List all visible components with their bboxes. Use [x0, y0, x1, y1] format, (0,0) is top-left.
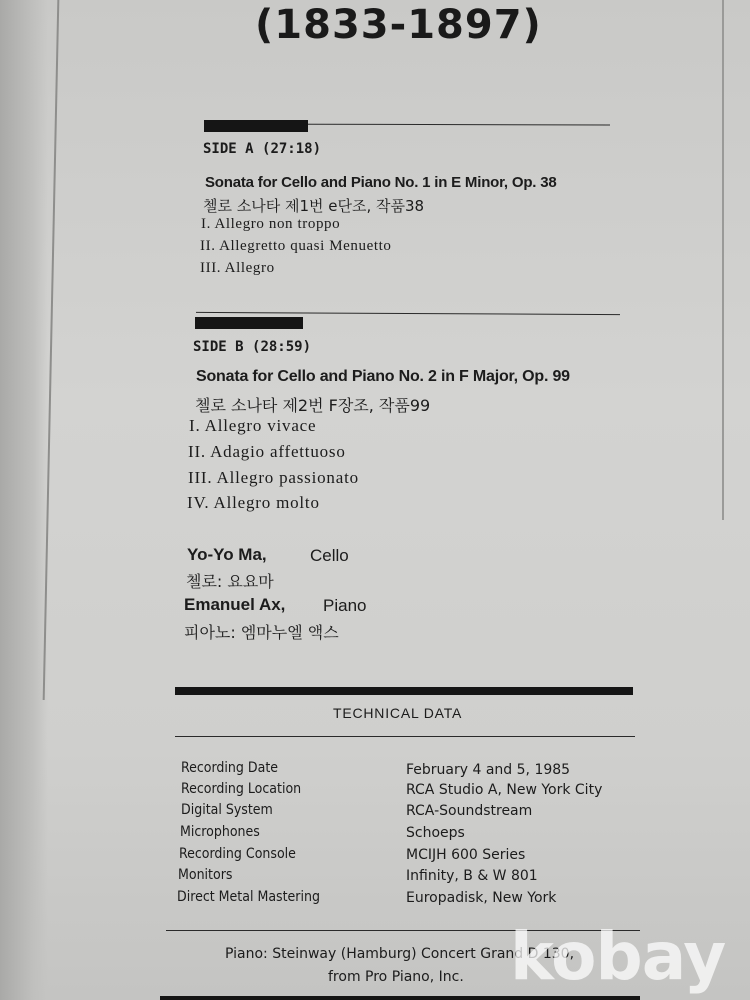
- side-a-bar: [204, 120, 308, 132]
- artist-1-instrument: Cello: [310, 546, 349, 565]
- tech-value-microphones: Schoeps: [406, 825, 465, 841]
- side-b-work-title: Sonata for Cello and Piano No. 2 in F Major, Op. 99: [196, 368, 570, 385]
- artist-2-name: Emanuel Ax,: [184, 595, 286, 614]
- side-b-movement-2: II. Adagio affettuoso: [188, 442, 346, 461]
- composer-years: (1833-1897): [255, 2, 542, 48]
- side-b-movement-1: I. Allegro vivace: [189, 416, 317, 435]
- tech-label-direct-metal-mastering: Direct Metal Mastering: [177, 889, 320, 905]
- side-a-heading: [203, 141, 321, 157]
- side-b-movement-4: IV. Allegro molto: [187, 493, 320, 512]
- page-shadow: [0, 0, 48, 1000]
- tech-label-monitors: Monitors: [178, 867, 233, 883]
- tech-value-digital-system: RCA-Soundstream: [406, 803, 533, 819]
- side-b-duration: (28:59): [252, 339, 312, 355]
- tech-label-digital-system: Digital System: [181, 802, 273, 818]
- tech-value-recording-location: RCA Studio A, New York City: [406, 782, 603, 798]
- tech-value-monitors: Infinity, B & W 801: [406, 868, 538, 884]
- side-b-work-title-kr: 첼로 소나타 제2번 F장조, 작품99: [195, 396, 431, 415]
- side-a-work-title: Sonata for Cello and Piano No. 1 in E Minor, Op. 38: [205, 174, 557, 191]
- side-a-work-title-kr: 첼로 소나타 제1번 e단조, 작품38: [203, 197, 425, 215]
- tech-label-microphones: Microphones: [180, 824, 260, 840]
- tech-label-recording-location: Recording Location: [181, 781, 302, 797]
- technical-data-title: TECHNICAL DATA: [333, 705, 463, 721]
- side-b-label: SIDE B: [193, 339, 244, 355]
- tech-label-recording-date: Recording Date: [181, 760, 279, 776]
- tech-value-recording-date: February 4 and 5, 1985: [406, 762, 571, 778]
- piano-note-line-2: from Pro Piano, Inc.: [328, 969, 464, 985]
- tech-value-direct-metal-mastering: Europadisk, New York: [406, 890, 557, 906]
- side-a-movement-3: III. Allegro: [200, 260, 275, 276]
- artist-2-kr: 피아노: 엠마누엘 액스: [184, 623, 339, 642]
- piano-note-line-1: Piano: Steinway (Hamburg) Concert Grand D 130,: [225, 946, 575, 962]
- technical-title-rule: [175, 736, 635, 737]
- tech-value-recording-console: MCIJH 600 Series: [406, 847, 526, 863]
- artist-2-instrument: Piano: [323, 596, 367, 615]
- side-b-heading: [193, 339, 311, 355]
- side-b-movement-3: III. Allegro passionato: [188, 468, 359, 487]
- artist-1-kr: 첼로: 요요마: [186, 572, 274, 591]
- side-a-movement-2: II. Allegretto quasi Menuetto: [200, 238, 392, 254]
- artist-1-name: Yo-Yo Ma,: [187, 545, 267, 564]
- side-b-rule: [196, 312, 620, 315]
- tech-label-recording-console: Recording Console: [179, 846, 296, 862]
- sleeve-edge-right: [722, 0, 724, 520]
- side-b-bar: [195, 317, 303, 329]
- side-a-label: SIDE A: [203, 141, 254, 157]
- watermark-logo: kobay: [510, 918, 726, 995]
- page-bottom-bar: [160, 996, 640, 1000]
- side-a-movement-1: I. Allegro non troppo: [201, 216, 341, 232]
- technical-top-bar: [175, 687, 633, 695]
- side-a-duration: (27:18): [262, 141, 322, 157]
